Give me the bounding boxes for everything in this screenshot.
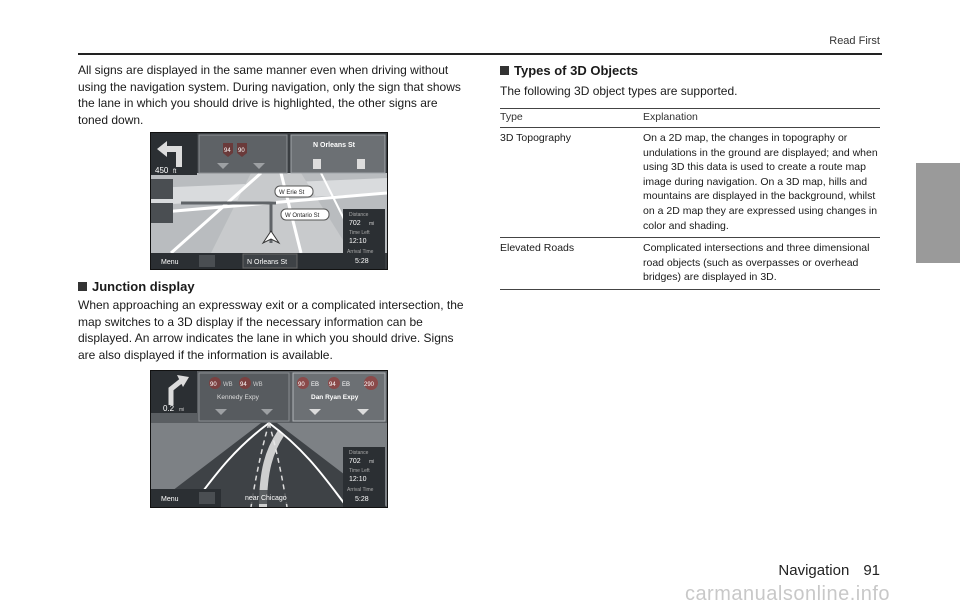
s2-dist-unit: mi [369,459,375,465]
s2-left-shield-a: 90 [210,382,217,388]
page-footer [778,562,880,579]
s2-menu-label: Menu [161,496,179,503]
footer-chapter: Navigation [778,562,850,579]
s1-street-sign: N Orleans St [313,142,356,149]
chapter-side-tab [916,163,960,263]
s2-left-name: Kennedy Expy [217,394,259,401]
screenshot-2-graphic [151,371,387,507]
intro-paragraph: All signs are displayed in the same manner even when driving without using the navigation system. During navigation, only the sign that shows the lane in which you should drive is highlighted, the other signs are toned down. [78,63,461,127]
s1-shield-a: 94 [224,148,231,154]
table-row [500,128,880,238]
s2-left-dir-b: WB [253,382,263,388]
s1-distance-value: 450 [155,166,169,175]
s2-time-left-value: 12:10 [349,476,367,483]
left-column [78,62,468,128]
s1-label-street2: W Ontario St [285,213,320,219]
s2-dist-label: Distance [349,450,369,456]
s2-right-shield-c: 290 [364,382,375,388]
types-heading-square-icon [500,66,509,75]
s2-dist-value: 702 [349,458,361,465]
s2-left-shield-b: 94 [240,382,247,388]
s1-menu-label: Menu [161,259,179,266]
s2-right-dir-a: EB [311,382,320,388]
s2-left-dir-a: WB [223,382,233,388]
s2-time-left-label: Time Left [349,468,370,474]
s1-time-left-value: 12:10 [349,238,367,245]
junction-display-heading [78,279,195,294]
s1-dist-label: Distance [349,212,369,218]
types-heading [500,63,638,78]
navigation-screenshot-lane-signs [150,132,388,270]
types-table [500,108,880,290]
type-cell: 3D Topography [500,128,643,238]
s2-distance-value: 0.2 [163,404,175,413]
header-rule [78,53,882,55]
s2-arrival-value: 5:28 [355,496,369,503]
junction-paragraph: When approaching an expressway exit or a complicated intersection, the map switches to a 3D display if the necessary information can be displayed. An arrow indicates the lane in which you should drive. Signs are also displayed if the information is available. [78,298,464,362]
s1-distance-unit: ft [173,169,177,175]
type-cell: Elevated Roads [500,238,643,290]
s1-shield-b: 90 [238,148,245,154]
s1-arrival-value: 5:28 [355,258,369,265]
s2-right-shield-b: 94 [329,382,336,388]
s1-dist-value: 702 [349,220,361,227]
col-type-header: Type [500,109,643,128]
watermark: carmanualsonline.info [684,583,890,605]
s1-map-toggle-icon [199,255,215,267]
s2-current-street: near Chicago [245,495,287,502]
col-explanation-header: Explanation [643,109,880,128]
s1-current-street: N Orleans St [247,259,288,266]
heading-square-icon [78,282,87,291]
s1-label-street1: W Erie St [279,190,305,196]
explanation-cell: On a 2D map, the changes in topography or undulations in the ground are displayed; and when using 3D this data is used to create a route map image during navigation. On a 3D map, hills and mountains are displayed in the background, whilst on a 2D map they are expressed using changes in color and shading. [643,128,880,238]
types-title: Types of 3D Objects [514,63,639,78]
s2-right-name: Dan Ryan Expy [311,394,359,401]
s2-right-shield-a: 90 [298,382,305,388]
explanation-cell: Complicated intersections and three dimensional road objects (such as overpasses or overhead bridges) are displayed in 3D. [643,238,880,290]
s2-map-toggle-icon [199,492,215,504]
s1-dist-unit: mi [369,221,375,227]
screenshot-1-graphic [151,133,387,269]
s2-arrival-label: Arrival Time [347,487,374,493]
s2-distance-unit: mi [179,407,185,413]
junction-title: Junction display [92,279,195,294]
s1-time-left-label: Time Left [349,230,370,236]
navigation-screenshot-junction [150,370,388,508]
s2-right-dir-b: EB [342,382,351,388]
header-section-label: Read First [829,35,880,47]
types-intro: The following 3D object types are supported. [500,84,738,98]
table-row [500,238,880,290]
s1-arrival-label: Arrival Time [347,249,374,255]
page-number: 91 [863,562,880,579]
